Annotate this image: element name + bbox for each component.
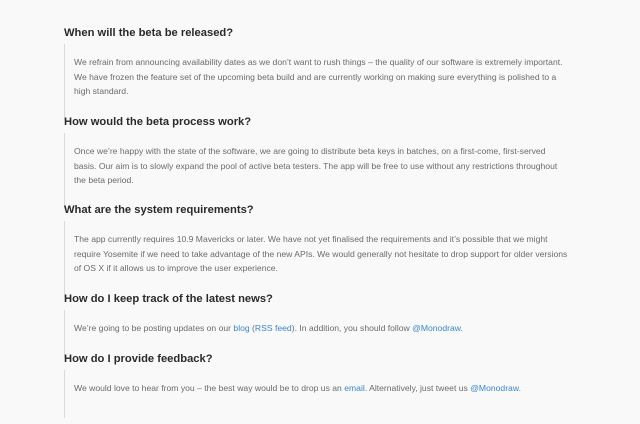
faq-answer-feedback: [64, 370, 570, 418]
answer-text-segment: (: [249, 323, 255, 333]
faq-answer-system-requirements: [64, 221, 570, 297]
answer-text-segment: We would love to hear from you – the best way would be to drop us an: [74, 383, 345, 393]
faq-answer-release: [64, 44, 570, 120]
faq-question-feedback: How do I provide feedback?: [64, 353, 213, 365]
answer-text-segment: ). In addition, you should follow: [291, 323, 413, 333]
blog-link[interactable]: blog: [233, 323, 250, 333]
faq-answer-text: We refrain from announcing availability dates as we don’t want to rush things – the quality of our software is extremely important. We have frozen the feature set of the upcoming beta build and are currently working on making sure everything is polished to a high standard.: [74, 57, 563, 96]
faq-answer-text: The app currently requires 10.9 Mavericks or later. We have not yet finalised the requirements and it’s possible that we might require Yosemite if we need to take advantage of the new APIs. We would generally not hesitate to drop support for older versions of OS X if it allows us to improve the user experience.: [74, 234, 568, 273]
faq-question-system-requirements: What are the system requirements?: [64, 204, 254, 216]
faq-answer-latest-news: [64, 310, 570, 358]
faq-question-latest-news: How do I keep track of the latest news?: [64, 293, 273, 305]
answer-text-segment: .: [518, 383, 521, 393]
answer-text-segment: .: [460, 323, 463, 333]
twitter-link[interactable]: @Monodraw: [470, 383, 519, 393]
faq-question-release: When will the beta be released?: [64, 27, 234, 39]
faq-question-beta-process: How would the beta process work?: [64, 116, 252, 128]
faq-answer-text: [74, 379, 570, 396]
rss-feed-link[interactable]: RSS feed: [254, 323, 292, 333]
email-link[interactable]: email: [344, 383, 365, 393]
answer-text-segment: We’re going to be posting updates on our: [74, 323, 234, 333]
faq-answer-beta-process: [64, 133, 570, 209]
answer-text-segment: . Alternatively, just tweet us: [364, 383, 471, 393]
faq-answer-text: [74, 319, 570, 336]
faq-answer-text: Once we’re happy with the state of the software, we are going to distribute beta keys in batches, on a first-come, first-served basis. Our aim is to slowly expand the pool of active beta testers. The app will be free to use without any restrictions throughout the beta period.: [74, 146, 558, 185]
twitter-link[interactable]: @Monodraw: [412, 323, 461, 333]
